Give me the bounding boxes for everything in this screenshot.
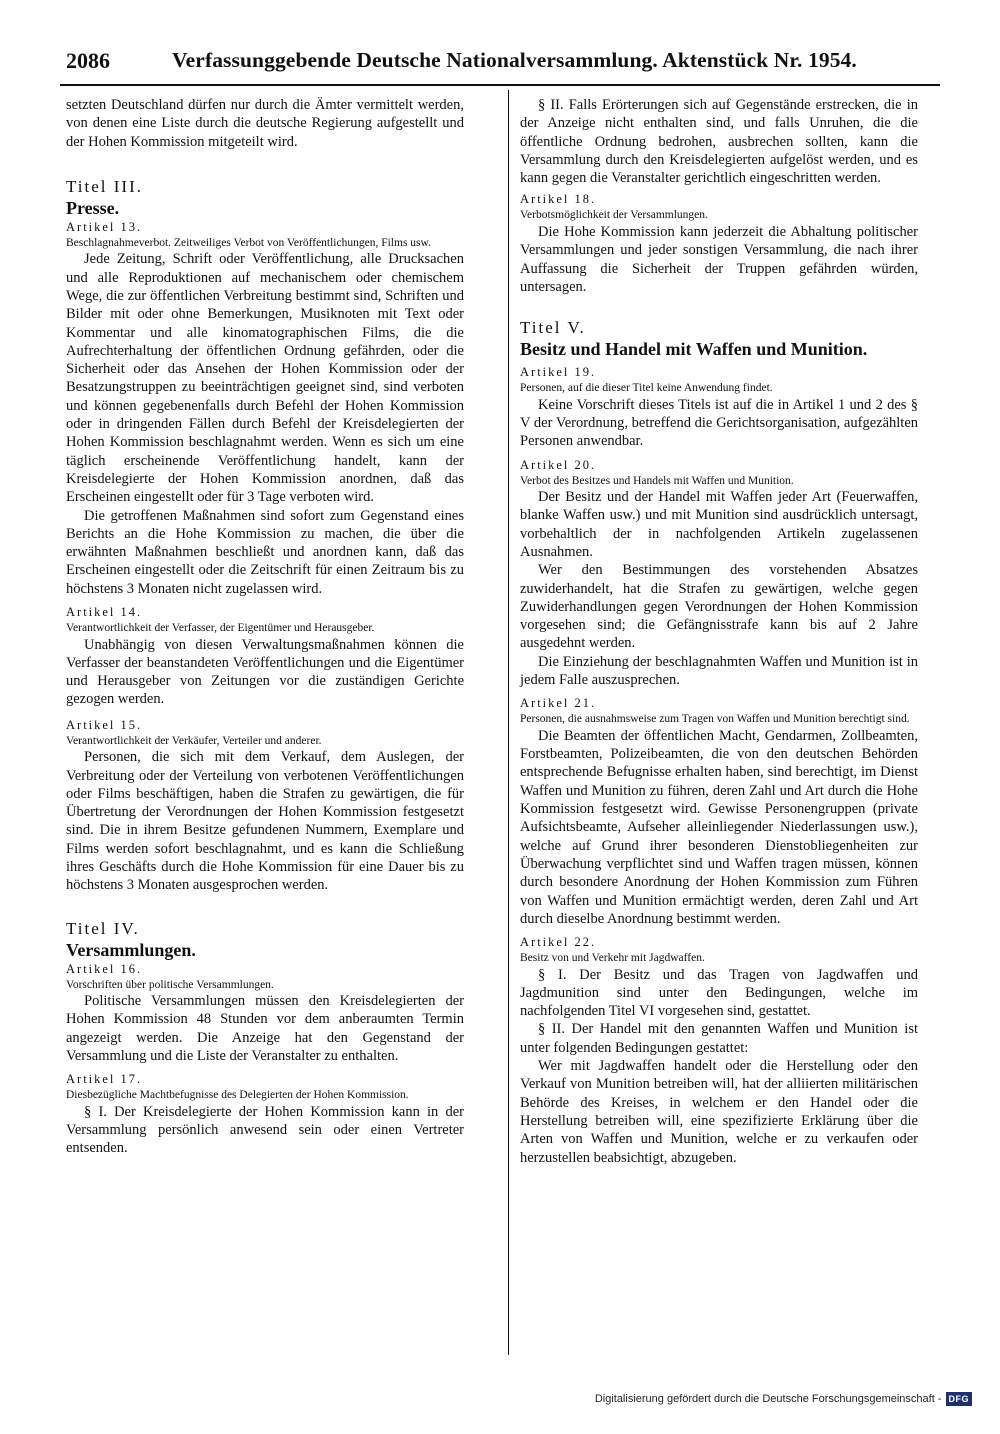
running-title: Verfassunggebende Deutsche Nationalversammlung. Aktenstück Nr. 1954. xyxy=(172,48,857,72)
article-subtitle: Vorschriften über politische Versammlungen. xyxy=(66,978,274,991)
article-subtitle: Verbotsmöglichkeit der Versammlungen. xyxy=(520,209,708,222)
paragraph: Die Beamten der öffentlichen Macht, Gendarmen, Zollbeamten, Forstbeamten, Polizeibeamten, die von den deutschen Behörden entsprechende Befugnisse erhalten haben, sind berechtigt, im Dienst Waffen und Munition zu führen, deren Zahl und Art durch die Hohe Kommission festgesetzt wird. Gewisse Personengruppen (private Aufsichtsbeamte, Aufseher alleinliegender Niederlassungen usw.), welche auf Grund ihrer besonderen Dienstobliegenheiten zur Überwachung verpflichtet sind und Waffen tragen müssen, können durch besondere Anordnung der Hohen Kommission zum Führen von Waffen und Munition ermächtigt werden, deren Zahl und Art durch dieselbe Anordnung bestimmt werden. xyxy=(520,727,918,927)
article-number: Artikel 14. xyxy=(66,605,143,620)
section-heading: Besitz und Handel mit Waffen und Munition. xyxy=(520,339,868,360)
article-subtitle: Besitz von und Verkehr mit Jagdwaffen. xyxy=(520,952,705,965)
paragraph: Die getroffenen Maßnahmen sind sofort zum Gegenstand eines Berichts an die Hohe Kommission zu machen, die über die erwähnten Maßnahmen beschließt und anordnen kann, daß das Erscheinen eingestellt oder die Zeitschrift für einen Zeitraum bis zu höchstens 3 Monaten nicht zugelassen wird. xyxy=(66,507,464,597)
article-subtitle: Verantwortlichkeit der Verkäufer, Verteiler und anderer. xyxy=(66,734,322,747)
paragraph: Wer mit Jagdwaffen handelt oder die Herstellung oder den Verkauf von Munition betreiben will, hat der alliierten militärischen Behörde des Kreises, in welchem er den Handel oder die Herstellung betreiben will, eine spezifizierte Erklärung über die Arten von Waffen und Munition, welche er zu verkaufen oder herzustellen beabsichtigt, abzugeben. xyxy=(520,1058,918,1166)
article-subtitle: Beschlagnahmeverbot. Zeitweiliges Verbot von Veröffentlichungen, Films usw. xyxy=(66,236,431,249)
paragraph: Keine Vorschrift dieses Titels ist auf die in Artikel 1 und 2 des § V der Verordnung, betreffend die Gerichtsorganisation, aufgezählten Personen anwendbar. xyxy=(520,396,918,450)
article-number: Artikel 20. xyxy=(520,457,597,472)
section-heading: Presse. xyxy=(66,197,120,218)
digitization-credit xyxy=(595,1392,972,1406)
article-number: Artikel 13. xyxy=(66,219,143,234)
article-number: Artikel 18. xyxy=(520,192,597,207)
article-number: Artikel 19. xyxy=(520,365,597,380)
article-subtitle: Verantwortlichkeit der Verfasser, der Eigentümer und Herausgeber. xyxy=(66,622,375,635)
paragraph: Jede Zeitung, Schrift oder Veröffentlichung, alle Drucksachen und alle Reproduktionen auf mechanischem oder chemischem Wege, die zur öffentlichen Verbreitung bestimmt sind, Schriften und Bilder mit oder ohne Bemerkungen, Musiknoten mit Text oder Kommentar und alle kinomatographischen Films, die die Aufrechterhaltung der öffentlichen Ordnung gefährden, oder die Sicherheit oder das Ansehen der Hohen Kommission oder der Besatzungstruppen zu beeinträchtigen geeignet sind, sind verboten und können gegebenenfalls durch Befehl der Hohen Kommission oder in dringenden Fällen durch Befehl der Kreisdelegierten der Hohen Kommission beschlagnahmt werden. Wenn es sich um eine täglich erscheinende Veröffentlichung handelt, kann der Kreisdelegierte der Hohen Kommission anordnen, daß das Erscheinen eingestellt oder für 3 Tage verboten wird. xyxy=(66,251,464,506)
credit-text: Digitalisierung gefördert durch die Deutsche Forschungsgemeinschaft - xyxy=(594,1393,942,1405)
paragraph: § II. Falls Erörterungen sich auf Gegenstände erstrecken, die in der Anzeige nicht enthalten sind, und falls Unruhen, die die öffentliche Ordnung bedrohen, ausbrechen sollten, kann die Versammlung durch den Kreisdelegierten aufgelöst werden, und es kann gegen die Veranstalter gerichtlich eingeschritten werden. xyxy=(520,97,918,187)
paragraph: Personen, die sich mit dem Verkauf, dem Auslegen, der Verbreitung oder der Verteilung von verbotenen Veröffentlichungen oder Films beschäftigen, haben die Strafen zu gewärtigen, die für Übertretung der Verordnungen der Hohen Kommission festgesetzt sind. Die in ihrem Besitze gefundenen Nummern, Exemplare und Films werden sofort beschlagnahmt, und es kann die Schließung ihres Geschäfts durch die Hohe Kommission für eine Dauer bis zu höchstens 3 Monaten ausgesprochen werden. xyxy=(66,749,464,894)
paragraph: Die Einziehung der beschlagnahmten Waffen und Munition ist in jedem Falle auszusprechen. xyxy=(520,653,918,689)
page-number: 2086 xyxy=(66,48,110,73)
paragraph: setzten Deutschland dürfen nur durch die Ämter vermittelt werden, von denen eine Liste durch die deutsche Regierung aufgestellt und der Hohen Kommission mitgeteilt wird. xyxy=(66,97,464,150)
article-number: Artikel 22. xyxy=(520,935,597,950)
paragraph: § I. Der Besitz und das Tragen von Jagdwaffen und Jagdmunition sind unter den Bedingungen, welche im nachfolgenden Titel VI vorgesehen sind, gestattet. xyxy=(520,966,918,1020)
paragraph: Der Besitz und der Handel mit Waffen jeder Art (Feuerwaffen, blanke Waffen usw.) und mit Munition sind ausdrücklich untersagt, vorbehaltlich der in nachfolgenden Artikeln zugelassenen Ausnahmen. xyxy=(520,489,918,560)
paragraph: Die Hohe Kommission kann jederzeit die Abhaltung politischer Versammlungen und jeder sonstigen Versammlung, die nach ihrer Auffassung die Sicherheit der Truppen gefährden würden, untersagen. xyxy=(520,223,918,295)
column-divider xyxy=(508,90,509,1355)
paragraph: § I. Der Kreisdelegierte der Hohen Kommission kann in der Versammlung persönlich anwesend sein oder einen Vertreter entsenden. xyxy=(66,1103,464,1157)
right-column xyxy=(520,96,918,1167)
titel-heading: Titel IV. xyxy=(66,918,140,938)
article-subtitle: Personen, auf die dieser Titel keine Anwendung findet. xyxy=(520,382,773,395)
paragraph: Wer den Bestimmungen des vorstehenden Absatzes zuwiderhandelt, hat die Strafen zu gewärtigen, welche gegen Zuwiderhandlungen gegen Verordnungen der Hohen Kommission vorgesehen sind; die Gefängnisstrafe kann bis auf 2 Jahre ausgedehnt werden. xyxy=(520,562,918,652)
paragraph: Politische Versammlungen müssen den Kreisdelegierten der Hohen Kommission 48 Stunden vor dem anberaumten Termin angezeigt werden. Die Anzeige hat den Gegenstand der Versammlung und die Liste der Veranstalter zu enthalten. xyxy=(66,993,464,1064)
paragraph: Unabhängig von diesen Verwaltungsmaßnahmen können die Verfasser der beanstandeten Veröffentlichungen und die Eigentümer und Herausgeber von Zeitungen vor die zuständigen Gerichte gezogen werden. xyxy=(66,636,464,708)
article-subtitle: Verbot des Besitzes und Handels mit Waffen und Munition. xyxy=(520,474,794,487)
article-subtitle: Personen, die ausnahmsweise zum Tragen von Waffen und Munition berechtigt sind. xyxy=(520,713,910,726)
section-heading: Versammlungen. xyxy=(66,939,196,960)
article-number: Artikel 16. xyxy=(66,961,143,976)
titel-heading: Titel V. xyxy=(520,318,586,338)
article-number: Artikel 17. xyxy=(66,1072,143,1087)
dfg-logo-icon: DFG xyxy=(946,1392,973,1406)
left-column xyxy=(66,96,464,1158)
article-number: Artikel 15. xyxy=(66,717,143,732)
titel-heading: Titel III. xyxy=(66,176,143,196)
paragraph: § II. Der Handel mit den genannten Waffen und Munition ist unter folgenden Bedingungen gestattet: xyxy=(520,1021,918,1056)
page-header xyxy=(60,44,940,86)
article-number: Artikel 21. xyxy=(520,696,597,711)
article-subtitle: Diesbezügliche Machtbefugnisse des Delegierten der Hohen Kommission. xyxy=(66,1089,409,1102)
